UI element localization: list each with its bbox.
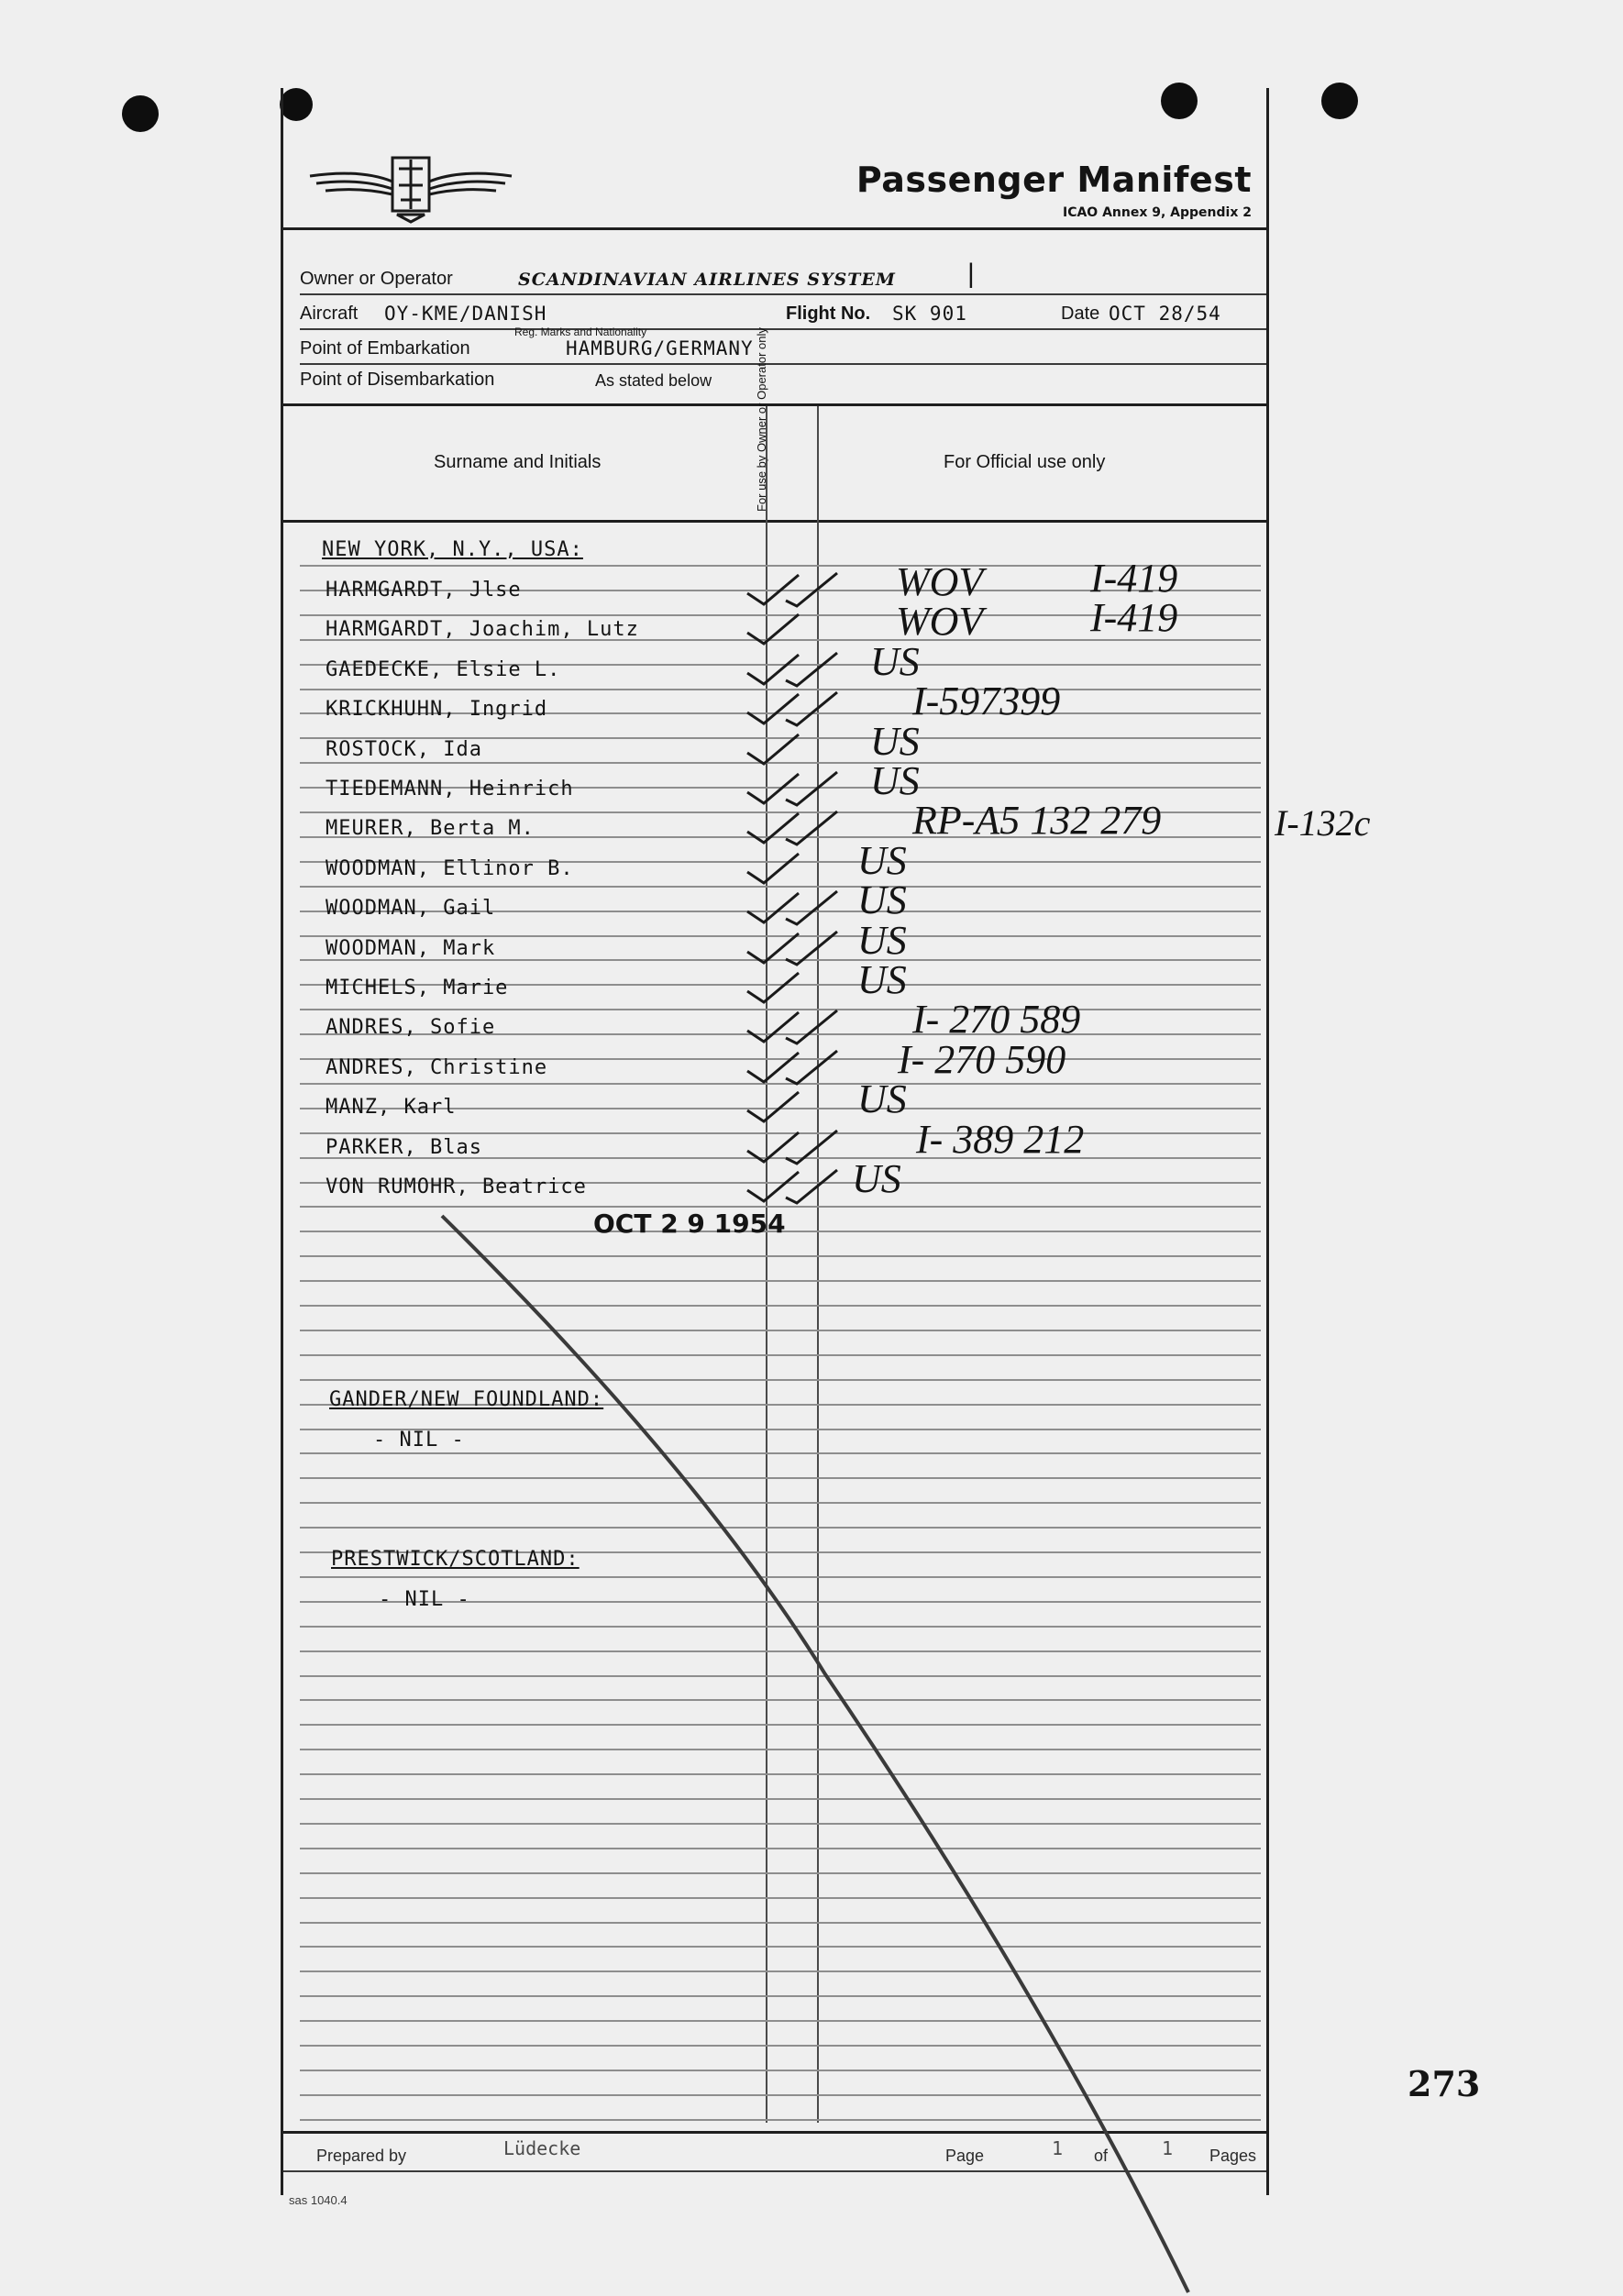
owner-label: Owner or Operator bbox=[300, 269, 453, 289]
official-entry: WOV bbox=[896, 559, 984, 604]
of-value: 1 bbox=[1162, 2137, 1174, 2159]
prepared-label: Prepared by bbox=[316, 2147, 407, 2165]
official-entry: US bbox=[857, 917, 907, 963]
check-mark bbox=[742, 928, 843, 970]
ruled-line bbox=[300, 1477, 1261, 1479]
ruled-line bbox=[300, 1379, 1261, 1381]
check-mark bbox=[742, 888, 843, 930]
section-nil-prestwick: - NIL - bbox=[379, 1588, 470, 1611]
archive-page-number: 273 bbox=[1408, 2063, 1481, 2104]
ruled-line bbox=[300, 1897, 1261, 1899]
disembarkation-label: Point of Disembarkation bbox=[300, 370, 495, 390]
check-mark bbox=[742, 689, 843, 731]
check-mark bbox=[742, 1007, 843, 1049]
passenger-name: KRICKHUHN, Ingrid bbox=[326, 698, 548, 722]
manifest-subtitle: ICAO Annex 9, Appendix 2 bbox=[1062, 205, 1252, 220]
section-heading-gander: GANDER/NEW FOUNDLAND: bbox=[329, 1388, 604, 1411]
official-entry: I-597399 bbox=[912, 679, 1061, 724]
official-entry: US bbox=[870, 638, 920, 684]
date-value: OCT 28/54 bbox=[1109, 303, 1221, 325]
official-entry: US bbox=[857, 878, 907, 923]
ruled-line bbox=[300, 1280, 1261, 1282]
ruled-line bbox=[300, 1626, 1261, 1628]
ruled-line bbox=[300, 2094, 1261, 2096]
ruled-line bbox=[300, 1330, 1261, 1331]
section-nil-gander: - NIL - bbox=[373, 1429, 465, 1452]
official-entry: US bbox=[857, 1076, 907, 1122]
pages-label: Pages bbox=[1209, 2147, 1257, 2165]
passenger-name: HARMGARDT, Jlse bbox=[326, 579, 522, 602]
aircraft-note: Reg. Marks and Nationality bbox=[514, 326, 647, 338]
ruled-line bbox=[300, 1798, 1261, 1800]
section-heading-new-york: NEW YORK, N.Y., USA: bbox=[322, 538, 583, 561]
embarkation-row bbox=[300, 328, 1266, 365]
ruled-line bbox=[300, 1305, 1261, 1307]
official-entry: US bbox=[870, 718, 920, 764]
passenger-name: ROSTOCK, Ida bbox=[326, 737, 482, 761]
passenger-name: HARMGARDT, Joachim, Lutz bbox=[326, 618, 639, 642]
passenger-name: WOODMAN, Ellinor B. bbox=[326, 856, 574, 880]
official-note: I-419 bbox=[1090, 595, 1178, 641]
official-entry: I- 270 590 bbox=[898, 1036, 1066, 1082]
page-label: Page bbox=[945, 2147, 985, 2165]
ruled-line bbox=[300, 1970, 1261, 1972]
check-mark bbox=[742, 1166, 843, 1209]
disembarkation-value: As stated below bbox=[595, 371, 712, 390]
check-mark bbox=[742, 768, 843, 811]
column-owner-use: For use by Owner or Operator only bbox=[755, 327, 768, 512]
ruled-line bbox=[300, 1823, 1261, 1825]
ruled-line bbox=[300, 1922, 1261, 1924]
owner-mark: | bbox=[967, 259, 975, 289]
ruled-line bbox=[300, 1650, 1261, 1652]
passenger-name: TIEDEMANN, Heinrich bbox=[326, 778, 574, 800]
ruled-line bbox=[300, 1773, 1261, 1775]
official-entry: RP-A5 132 279 bbox=[912, 798, 1162, 844]
official-entry: WOV bbox=[896, 599, 984, 645]
check-mark bbox=[742, 967, 843, 1010]
ruled-line bbox=[300, 2119, 1261, 2121]
footer bbox=[283, 2131, 1266, 2172]
passenger-name: ANDRES, Sofie bbox=[326, 1016, 496, 1040]
ruled-line bbox=[300, 1576, 1261, 1578]
ruled-line bbox=[300, 2045, 1261, 2047]
aircraft-value: OY-KME/DANISH bbox=[384, 303, 547, 325]
official-entry: US bbox=[870, 758, 920, 803]
form-number: sas 1040.4 bbox=[289, 2193, 348, 2207]
punch-hole bbox=[1321, 83, 1358, 119]
ruled-line bbox=[300, 1502, 1261, 1504]
ruled-line bbox=[300, 1749, 1261, 1750]
margin-note: I-132c bbox=[1275, 802, 1371, 844]
flight-label: Flight No. bbox=[786, 304, 871, 324]
date-label: Date bbox=[1061, 304, 1100, 324]
check-mark bbox=[742, 569, 843, 612]
passenger-name: WOODMAN, Mark bbox=[326, 936, 496, 960]
embarkation-label: Point of Embarkation bbox=[300, 338, 470, 359]
ruled-line bbox=[300, 1255, 1261, 1257]
passenger-name: ANDRES, Christine bbox=[326, 1055, 548, 1079]
check-mark bbox=[742, 1087, 843, 1129]
embarkation-value: HAMBURG/GERMANY bbox=[566, 337, 754, 359]
official-entry: US bbox=[857, 837, 907, 883]
ruled-line bbox=[300, 2020, 1261, 2022]
passenger-name: MICHELS, Marie bbox=[326, 977, 509, 999]
ruled-line bbox=[300, 1675, 1261, 1677]
ruled-line bbox=[300, 1527, 1261, 1529]
check-mark bbox=[742, 808, 843, 850]
manifest-form bbox=[281, 88, 1269, 2207]
ruled-line bbox=[300, 1946, 1261, 1948]
column-official: For Official use only bbox=[944, 452, 1106, 472]
section-heading-prestwick: PRESTWICK/SCOTLAND: bbox=[331, 1548, 580, 1571]
passenger-name: GAEDECKE, Elsie L. bbox=[326, 657, 561, 681]
check-mark bbox=[742, 1127, 843, 1169]
aircraft-row bbox=[300, 293, 1266, 330]
prepared-value: Lüdecke bbox=[503, 2137, 581, 2159]
column-surname: Surname and Initials bbox=[434, 452, 602, 472]
official-entry: I- 270 589 bbox=[912, 997, 1081, 1043]
owner-row bbox=[300, 257, 1266, 295]
disembarkation-row bbox=[300, 363, 1266, 394]
flight-value: SK 901 bbox=[892, 303, 967, 325]
ruled-line bbox=[300, 1699, 1261, 1701]
header-divider bbox=[283, 227, 1266, 230]
passenger-name: VON RUMOHR, Beatrice bbox=[326, 1176, 587, 1198]
owner-value: SCANDINAVIAN AIRLINES SYSTEM bbox=[518, 270, 896, 290]
check-mark bbox=[742, 649, 843, 691]
ruled-line bbox=[300, 1724, 1261, 1726]
of-label: of bbox=[1094, 2147, 1109, 2165]
official-entry: US bbox=[852, 1156, 901, 1201]
manifest-title: Passenger Manifest bbox=[856, 160, 1252, 200]
ruled-line bbox=[300, 1452, 1261, 1454]
airline-logo bbox=[305, 141, 516, 224]
check-mark bbox=[742, 1047, 843, 1089]
page-value: 1 bbox=[1052, 2137, 1064, 2159]
passenger-name: WOODMAN, Gail bbox=[326, 897, 496, 921]
ruled-line bbox=[300, 1995, 1261, 1997]
passenger-name: MANZ, Karl bbox=[326, 1096, 457, 1120]
check-mark bbox=[742, 729, 843, 771]
punch-hole bbox=[122, 95, 159, 132]
official-entry: US bbox=[857, 957, 907, 1002]
passenger-name: PARKER, Blas bbox=[326, 1135, 482, 1159]
passenger-name: MEURER, Berta M. bbox=[326, 817, 535, 841]
check-mark bbox=[742, 609, 843, 651]
ruled-line bbox=[300, 1354, 1261, 1356]
aircraft-label: Aircraft bbox=[300, 304, 359, 324]
ruled-line bbox=[300, 1848, 1261, 1849]
ruled-line bbox=[300, 1872, 1261, 1874]
ruled-line bbox=[300, 2070, 1261, 2071]
official-entry: I- 389 212 bbox=[916, 1116, 1085, 1162]
date-stamp: OCT 2 9 1954 bbox=[593, 1209, 786, 1239]
official-note: I-419 bbox=[1090, 556, 1178, 601]
check-mark bbox=[742, 848, 843, 890]
